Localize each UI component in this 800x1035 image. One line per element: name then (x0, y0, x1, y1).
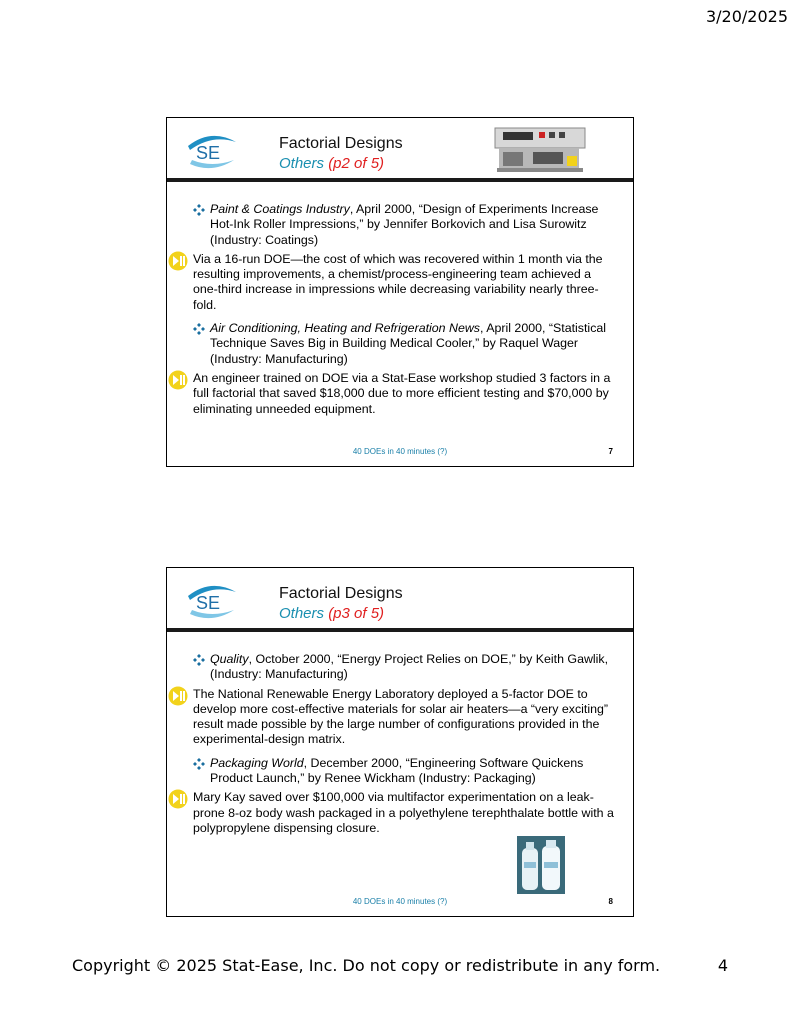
svg-text:SE: SE (196, 143, 221, 163)
bottle-photo (517, 836, 565, 894)
slide-body (167, 202, 633, 417)
slide-body (167, 652, 633, 836)
slide-subtitle: Others (p3 of 5) (279, 605, 385, 622)
slide-title: Factorial Designs (279, 135, 403, 152)
page-number: 4 (717, 956, 728, 975)
svg-text:SE: SE (196, 593, 221, 613)
result (193, 252, 617, 313)
list-item (193, 756, 617, 836)
result-text: Mary Kay saved over $100,000 via multifactor experimentation on a leak-prone 8-oz body wash packaged in a polyethylene terephthalate bottle with a polypropylene dispensing closure. (193, 790, 614, 835)
result-text: The National Renewable Energy Laboratory deployed a 5-factor DOE to develop more cost-effective materials for solar air heaters—a “very exciting” result made possible by the large number of configurations provided in the experimental-design matrix. (193, 686, 609, 747)
slide-header (167, 568, 633, 634)
slide-footer: 40 DOEs in 40 minutes (?) (352, 447, 448, 456)
citation-text: , October 2000, “Energy Project Relies on DOE,” by Keith Gawlik, (Industry: Manufacturing) (210, 652, 609, 682)
equipment-photo (493, 126, 587, 176)
source-name: Packaging World (210, 755, 304, 770)
citation-text: , April 2000, “Statistical Technique Saves Big in Building Medical Cooler,” by Raquel Wager (Industry: Manufacturing) (210, 321, 607, 366)
copyright-notice: Copyright © 2025 Stat-Ease, Inc. Do not copy or redistribute in any form. (72, 956, 661, 975)
slide-subtitle: Others (p2 of 5) (279, 155, 385, 172)
source-name: Air Conditioning, Heating and Refrigeration News (210, 321, 480, 336)
slide-title: Factorial Designs (279, 585, 403, 602)
play-pause-icon[interactable] (167, 686, 189, 706)
result (193, 790, 617, 836)
play-pause-icon[interactable] (167, 789, 189, 809)
citation (193, 202, 617, 248)
slide-number: 8 (608, 897, 613, 906)
list-item (193, 652, 617, 748)
slide-footer: 40 DOEs in 40 minutes (?) (352, 897, 448, 906)
citation (193, 321, 617, 367)
result-text: Via a 16-run DOE—the cost of which was recovered within 1 month via the resulting improvements, a chemist/process-engineering team achieved a one-third increase in impressions while decreasing variability nearly three-fold. (193, 251, 603, 312)
slide-number: 7 (608, 447, 613, 456)
header-rule (167, 178, 633, 182)
result (193, 687, 617, 748)
citation (193, 756, 617, 787)
result (193, 371, 617, 417)
page-date: 3/20/2025 (705, 7, 788, 26)
source-name: Quality (210, 652, 249, 666)
result-text: An engineer trained on DOE via a Stat-Ease workshop studied 3 factors in a full factorial that saved $18,000 due to more efficient testing and $70,000 by eliminating unneeded equipment. (193, 370, 611, 416)
slide-8 (166, 567, 634, 917)
source-name: Paint & Coatings Industry (210, 202, 350, 216)
diamond-bullet-icon (193, 654, 205, 666)
header-rule (167, 628, 633, 632)
citation-text: , December 2000, “Engineering Software Quickens Product Launch,” by Renee Wickham (Industry: Packaging) (210, 755, 584, 786)
list-item (193, 202, 617, 313)
slide-header (167, 118, 633, 184)
diamond-bullet-icon (193, 758, 205, 770)
list-item (193, 321, 617, 417)
citation-text: , April 2000, “Design of Experiments Increase Hot-Ink Roller Impressions,” by Jennifer Borkovich and Lisa Surowitz (Industry: Coatings) (210, 202, 599, 247)
diamond-bullet-icon (193, 204, 205, 216)
play-pause-icon[interactable] (167, 251, 189, 271)
stat-ease-logo (182, 130, 240, 170)
play-pause-icon[interactable] (167, 370, 189, 390)
slide-7 (166, 117, 634, 467)
diamond-bullet-icon (193, 323, 205, 335)
stat-ease-logo (182, 580, 240, 620)
citation (193, 652, 617, 683)
